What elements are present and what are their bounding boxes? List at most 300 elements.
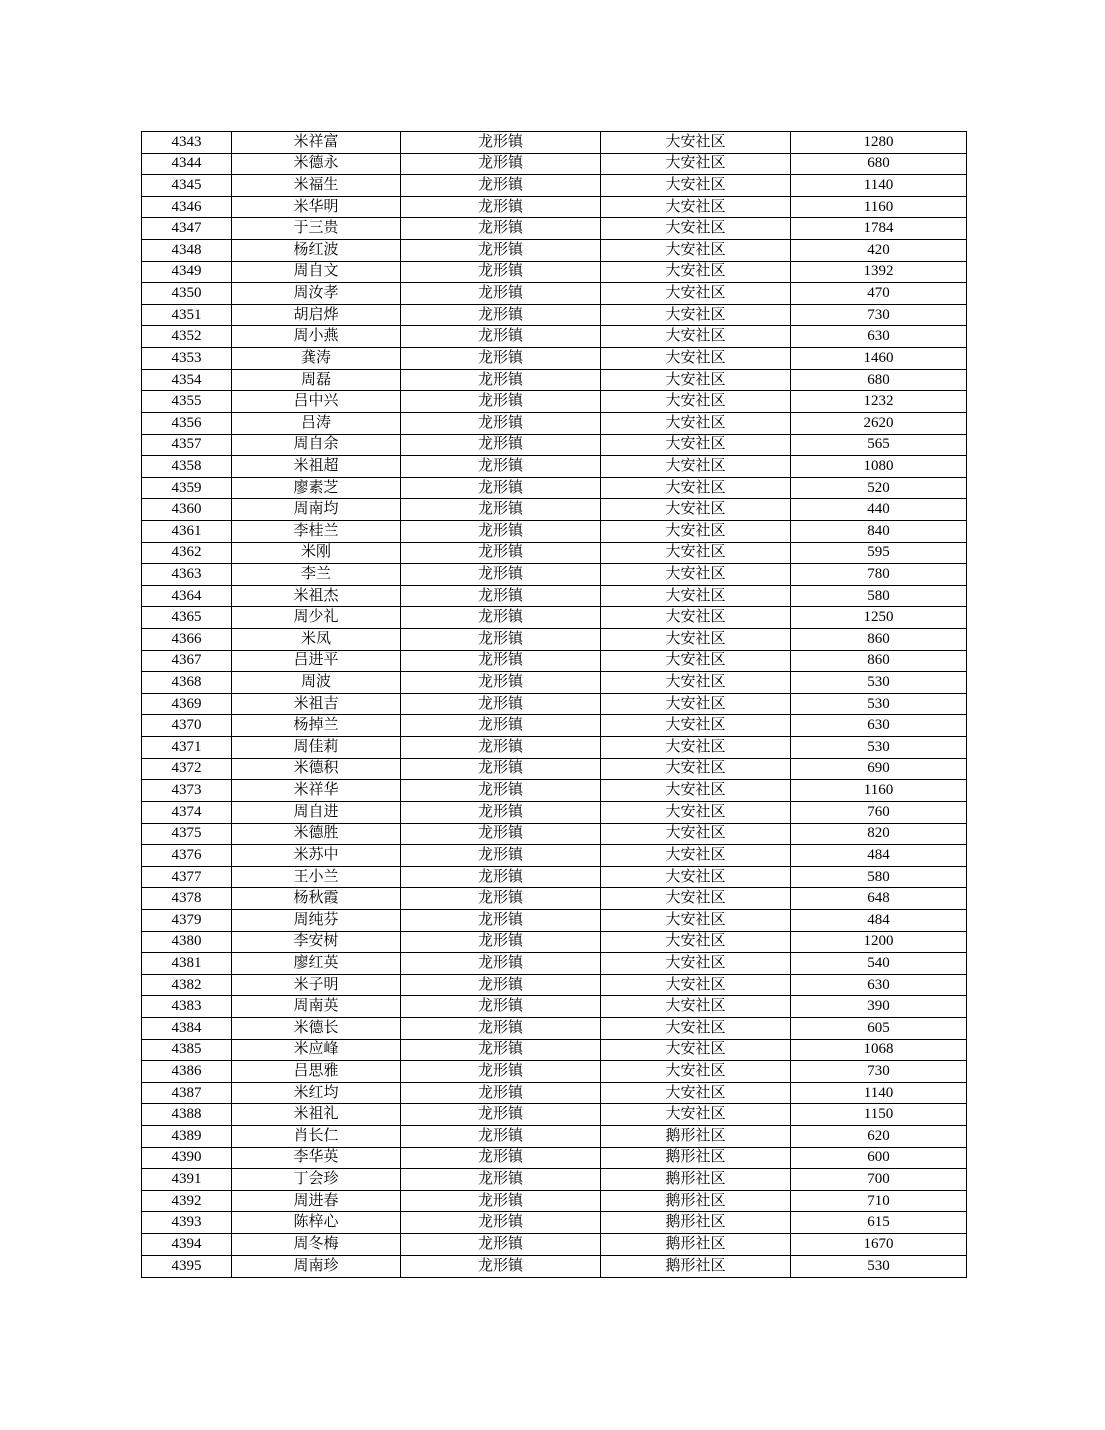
cell-name: 米祖吉 bbox=[232, 693, 401, 715]
cell-community: 大安社区 bbox=[601, 218, 791, 240]
cell-town: 龙形镇 bbox=[401, 456, 601, 478]
cell-name: 陈梓心 bbox=[232, 1212, 401, 1234]
cell-name: 周南英 bbox=[232, 996, 401, 1018]
cell-town: 龙形镇 bbox=[401, 175, 601, 197]
table-row bbox=[142, 175, 967, 197]
cell-name: 周自文 bbox=[232, 261, 401, 283]
cell-name: 李兰 bbox=[232, 564, 401, 586]
cell-community: 鹅形社区 bbox=[601, 1147, 791, 1169]
cell-community: 大安社区 bbox=[601, 196, 791, 218]
cell-amount: 600 bbox=[791, 1147, 967, 1169]
cell-town: 龙形镇 bbox=[401, 974, 601, 996]
cell-amount: 860 bbox=[791, 629, 967, 651]
cell-amount: 580 bbox=[791, 585, 967, 607]
cell-community: 大安社区 bbox=[601, 1104, 791, 1126]
cell-community: 大安社区 bbox=[601, 888, 791, 910]
table-row bbox=[142, 391, 967, 413]
cell-name: 米刚 bbox=[232, 542, 401, 564]
table-row bbox=[142, 1147, 967, 1169]
cell-town: 龙形镇 bbox=[401, 1039, 601, 1061]
table-row bbox=[142, 693, 967, 715]
cell-id: 4376 bbox=[142, 845, 232, 867]
cell-community: 大安社区 bbox=[601, 326, 791, 348]
cell-name: 周纯芬 bbox=[232, 909, 401, 931]
cell-community: 大安社区 bbox=[601, 153, 791, 175]
cell-amount: 484 bbox=[791, 845, 967, 867]
cell-id: 4358 bbox=[142, 456, 232, 478]
cell-amount: 530 bbox=[791, 1255, 967, 1277]
cell-amount: 540 bbox=[791, 953, 967, 975]
table-row bbox=[142, 1190, 967, 1212]
table-row bbox=[142, 261, 967, 283]
cell-town: 龙形镇 bbox=[401, 845, 601, 867]
cell-community: 大安社区 bbox=[601, 931, 791, 953]
cell-amount: 1280 bbox=[791, 132, 967, 154]
cell-id: 4352 bbox=[142, 326, 232, 348]
cell-community: 大安社区 bbox=[601, 607, 791, 629]
cell-name: 于三贵 bbox=[232, 218, 401, 240]
table-row bbox=[142, 737, 967, 759]
cell-name: 杨秋霞 bbox=[232, 888, 401, 910]
cell-amount: 390 bbox=[791, 996, 967, 1018]
cell-town: 龙形镇 bbox=[401, 240, 601, 262]
cell-community: 大安社区 bbox=[601, 585, 791, 607]
cell-amount: 440 bbox=[791, 499, 967, 521]
cell-name: 杨红波 bbox=[232, 240, 401, 262]
cell-amount: 1160 bbox=[791, 196, 967, 218]
cell-community: 大安社区 bbox=[601, 953, 791, 975]
cell-id: 4387 bbox=[142, 1082, 232, 1104]
cell-id: 4394 bbox=[142, 1234, 232, 1256]
cell-id: 4347 bbox=[142, 218, 232, 240]
table-row bbox=[142, 477, 967, 499]
table-row bbox=[142, 629, 967, 651]
cell-community: 大安社区 bbox=[601, 477, 791, 499]
cell-amount: 615 bbox=[791, 1212, 967, 1234]
cell-community: 大安社区 bbox=[601, 1017, 791, 1039]
table-row bbox=[142, 196, 967, 218]
table-row bbox=[142, 780, 967, 802]
cell-amount: 530 bbox=[791, 737, 967, 759]
cell-name: 周自余 bbox=[232, 434, 401, 456]
cell-id: 4369 bbox=[142, 693, 232, 715]
cell-amount: 1140 bbox=[791, 1082, 967, 1104]
cell-community: 大安社区 bbox=[601, 348, 791, 370]
cell-amount: 420 bbox=[791, 240, 967, 262]
cell-name: 米苏中 bbox=[232, 845, 401, 867]
table-row bbox=[142, 607, 967, 629]
cell-amount: 2620 bbox=[791, 412, 967, 434]
cell-id: 4384 bbox=[142, 1017, 232, 1039]
cell-amount: 1140 bbox=[791, 175, 967, 197]
cell-id: 4390 bbox=[142, 1147, 232, 1169]
cell-community: 大安社区 bbox=[601, 564, 791, 586]
cell-id: 4386 bbox=[142, 1061, 232, 1083]
cell-name: 吕涛 bbox=[232, 412, 401, 434]
cell-community: 大安社区 bbox=[601, 1039, 791, 1061]
cell-id: 4388 bbox=[142, 1104, 232, 1126]
cell-town: 龙形镇 bbox=[401, 369, 601, 391]
cell-id: 4353 bbox=[142, 348, 232, 370]
cell-community: 大安社区 bbox=[601, 996, 791, 1018]
cell-name: 周磊 bbox=[232, 369, 401, 391]
table-row bbox=[142, 1234, 967, 1256]
cell-id: 4348 bbox=[142, 240, 232, 262]
cell-town: 龙形镇 bbox=[401, 391, 601, 413]
table-row bbox=[142, 801, 967, 823]
cell-community: 大安社区 bbox=[601, 801, 791, 823]
cell-name: 米凤 bbox=[232, 629, 401, 651]
cell-town: 龙形镇 bbox=[401, 585, 601, 607]
cell-community: 大安社区 bbox=[601, 780, 791, 802]
table-row bbox=[142, 953, 967, 975]
cell-id: 4373 bbox=[142, 780, 232, 802]
cell-community: 大安社区 bbox=[601, 974, 791, 996]
cell-town: 龙形镇 bbox=[401, 1082, 601, 1104]
cell-amount: 1080 bbox=[791, 456, 967, 478]
cell-town: 龙形镇 bbox=[401, 196, 601, 218]
cell-community: 鹅形社区 bbox=[601, 1255, 791, 1277]
cell-amount: 605 bbox=[791, 1017, 967, 1039]
cell-name: 周佳莉 bbox=[232, 737, 401, 759]
cell-amount: 520 bbox=[791, 477, 967, 499]
cell-amount: 1670 bbox=[791, 1234, 967, 1256]
cell-town: 龙形镇 bbox=[401, 499, 601, 521]
cell-amount: 1068 bbox=[791, 1039, 967, 1061]
cell-town: 龙形镇 bbox=[401, 1104, 601, 1126]
cell-community: 大安社区 bbox=[601, 391, 791, 413]
cell-id: 4389 bbox=[142, 1126, 232, 1148]
cell-community: 大安社区 bbox=[601, 1061, 791, 1083]
cell-community: 大安社区 bbox=[601, 845, 791, 867]
cell-amount: 680 bbox=[791, 153, 967, 175]
cell-name: 周小燕 bbox=[232, 326, 401, 348]
cell-name: 米红均 bbox=[232, 1082, 401, 1104]
cell-id: 4361 bbox=[142, 520, 232, 542]
cell-town: 龙形镇 bbox=[401, 866, 601, 888]
cell-amount: 530 bbox=[791, 672, 967, 694]
cell-id: 4364 bbox=[142, 585, 232, 607]
table-row bbox=[142, 974, 967, 996]
cell-community: 大安社区 bbox=[601, 283, 791, 305]
cell-name: 周少礼 bbox=[232, 607, 401, 629]
cell-amount: 860 bbox=[791, 650, 967, 672]
cell-id: 4362 bbox=[142, 542, 232, 564]
cell-town: 龙形镇 bbox=[401, 823, 601, 845]
cell-name: 米应峰 bbox=[232, 1039, 401, 1061]
cell-community: 大安社区 bbox=[601, 240, 791, 262]
table-row bbox=[142, 650, 967, 672]
cell-amount: 1392 bbox=[791, 261, 967, 283]
cell-town: 龙形镇 bbox=[401, 650, 601, 672]
cell-community: 大安社区 bbox=[601, 693, 791, 715]
cell-town: 龙形镇 bbox=[401, 693, 601, 715]
cell-town: 龙形镇 bbox=[401, 737, 601, 759]
cell-amount: 780 bbox=[791, 564, 967, 586]
table-row bbox=[142, 1169, 967, 1191]
cell-name: 周冬梅 bbox=[232, 1234, 401, 1256]
table-row bbox=[142, 564, 967, 586]
cell-id: 4381 bbox=[142, 953, 232, 975]
cell-id: 4375 bbox=[142, 823, 232, 845]
cell-town: 龙形镇 bbox=[401, 909, 601, 931]
cell-id: 4368 bbox=[142, 672, 232, 694]
cell-community: 大安社区 bbox=[601, 499, 791, 521]
table-row bbox=[142, 931, 967, 953]
cell-id: 4343 bbox=[142, 132, 232, 154]
cell-town: 龙形镇 bbox=[401, 715, 601, 737]
cell-town: 龙形镇 bbox=[401, 1147, 601, 1169]
table-row bbox=[142, 1061, 967, 1083]
cell-amount: 760 bbox=[791, 801, 967, 823]
cell-id: 4344 bbox=[142, 153, 232, 175]
table-row bbox=[142, 304, 967, 326]
cell-town: 龙形镇 bbox=[401, 261, 601, 283]
cell-name: 米德永 bbox=[232, 153, 401, 175]
table-row bbox=[142, 326, 967, 348]
cell-amount: 648 bbox=[791, 888, 967, 910]
table-row bbox=[142, 542, 967, 564]
cell-name: 米子明 bbox=[232, 974, 401, 996]
table-row bbox=[142, 1104, 967, 1126]
cell-town: 龙形镇 bbox=[401, 780, 601, 802]
cell-town: 龙形镇 bbox=[401, 1234, 601, 1256]
data-table bbox=[141, 131, 967, 1278]
cell-amount: 630 bbox=[791, 715, 967, 737]
table-row bbox=[142, 283, 967, 305]
table-row bbox=[142, 369, 967, 391]
cell-community: 大安社区 bbox=[601, 434, 791, 456]
cell-town: 龙形镇 bbox=[401, 758, 601, 780]
cell-town: 龙形镇 bbox=[401, 434, 601, 456]
cell-town: 龙形镇 bbox=[401, 1212, 601, 1234]
cell-id: 4359 bbox=[142, 477, 232, 499]
cell-name: 米华明 bbox=[232, 196, 401, 218]
cell-amount: 710 bbox=[791, 1190, 967, 1212]
table-row bbox=[142, 1082, 967, 1104]
cell-amount: 680 bbox=[791, 369, 967, 391]
cell-town: 龙形镇 bbox=[401, 629, 601, 651]
table-row bbox=[142, 672, 967, 694]
cell-id: 4371 bbox=[142, 737, 232, 759]
table-row bbox=[142, 499, 967, 521]
table-row bbox=[142, 996, 967, 1018]
cell-amount: 820 bbox=[791, 823, 967, 845]
cell-amount: 1232 bbox=[791, 391, 967, 413]
cell-town: 龙形镇 bbox=[401, 888, 601, 910]
cell-community: 大安社区 bbox=[601, 304, 791, 326]
cell-id: 4356 bbox=[142, 412, 232, 434]
table-row bbox=[142, 348, 967, 370]
cell-town: 龙形镇 bbox=[401, 801, 601, 823]
cell-community: 鹅形社区 bbox=[601, 1190, 791, 1212]
table-row bbox=[142, 758, 967, 780]
cell-town: 龙形镇 bbox=[401, 153, 601, 175]
cell-town: 龙形镇 bbox=[401, 132, 601, 154]
cell-amount: 595 bbox=[791, 542, 967, 564]
cell-amount: 1200 bbox=[791, 931, 967, 953]
cell-town: 龙形镇 bbox=[401, 953, 601, 975]
cell-community: 大安社区 bbox=[601, 758, 791, 780]
cell-community: 大安社区 bbox=[601, 132, 791, 154]
cell-name: 王小兰 bbox=[232, 866, 401, 888]
cell-id: 4379 bbox=[142, 909, 232, 931]
cell-name: 米福生 bbox=[232, 175, 401, 197]
cell-id: 4354 bbox=[142, 369, 232, 391]
table-row bbox=[142, 218, 967, 240]
cell-id: 4377 bbox=[142, 866, 232, 888]
cell-id: 4383 bbox=[142, 996, 232, 1018]
table-row bbox=[142, 888, 967, 910]
table-row bbox=[142, 866, 967, 888]
cell-amount: 530 bbox=[791, 693, 967, 715]
cell-name: 周自进 bbox=[232, 801, 401, 823]
cell-amount: 840 bbox=[791, 520, 967, 542]
cell-name: 李华英 bbox=[232, 1147, 401, 1169]
cell-amount: 1160 bbox=[791, 780, 967, 802]
cell-id: 4363 bbox=[142, 564, 232, 586]
cell-id: 4370 bbox=[142, 715, 232, 737]
cell-name: 廖素芝 bbox=[232, 477, 401, 499]
cell-town: 龙形镇 bbox=[401, 1126, 601, 1148]
cell-name: 李桂兰 bbox=[232, 520, 401, 542]
table-row bbox=[142, 434, 967, 456]
cell-town: 龙形镇 bbox=[401, 283, 601, 305]
cell-town: 龙形镇 bbox=[401, 477, 601, 499]
cell-community: 鹅形社区 bbox=[601, 1234, 791, 1256]
cell-community: 大安社区 bbox=[601, 1082, 791, 1104]
cell-name: 丁会珍 bbox=[232, 1169, 401, 1191]
cell-id: 4395 bbox=[142, 1255, 232, 1277]
cell-id: 4355 bbox=[142, 391, 232, 413]
cell-name: 吕思雅 bbox=[232, 1061, 401, 1083]
cell-community: 大安社区 bbox=[601, 866, 791, 888]
cell-community: 大安社区 bbox=[601, 542, 791, 564]
cell-id: 4385 bbox=[142, 1039, 232, 1061]
cell-id: 4350 bbox=[142, 283, 232, 305]
table-row bbox=[142, 845, 967, 867]
cell-community: 大安社区 bbox=[601, 369, 791, 391]
cell-town: 龙形镇 bbox=[401, 348, 601, 370]
cell-name: 杨掉兰 bbox=[232, 715, 401, 737]
cell-community: 大安社区 bbox=[601, 672, 791, 694]
cell-town: 龙形镇 bbox=[401, 607, 601, 629]
cell-name: 米德胜 bbox=[232, 823, 401, 845]
cell-town: 龙形镇 bbox=[401, 1190, 601, 1212]
cell-community: 大安社区 bbox=[601, 715, 791, 737]
cell-name: 吕中兴 bbox=[232, 391, 401, 413]
cell-name: 周汝孝 bbox=[232, 283, 401, 305]
cell-town: 龙形镇 bbox=[401, 672, 601, 694]
cell-name: 米祖超 bbox=[232, 456, 401, 478]
cell-name: 吕进平 bbox=[232, 650, 401, 672]
cell-id: 4357 bbox=[142, 434, 232, 456]
table-row bbox=[142, 1212, 967, 1234]
cell-name: 胡启烨 bbox=[232, 304, 401, 326]
cell-name: 周进春 bbox=[232, 1190, 401, 1212]
cell-id: 4360 bbox=[142, 499, 232, 521]
cell-town: 龙形镇 bbox=[401, 1169, 601, 1191]
cell-id: 4351 bbox=[142, 304, 232, 326]
cell-id: 4372 bbox=[142, 758, 232, 780]
cell-town: 龙形镇 bbox=[401, 1017, 601, 1039]
cell-community: 大安社区 bbox=[601, 737, 791, 759]
cell-town: 龙形镇 bbox=[401, 218, 601, 240]
cell-town: 龙形镇 bbox=[401, 931, 601, 953]
cell-community: 大安社区 bbox=[601, 520, 791, 542]
cell-id: 4378 bbox=[142, 888, 232, 910]
cell-amount: 700 bbox=[791, 1169, 967, 1191]
cell-name: 米德积 bbox=[232, 758, 401, 780]
cell-amount: 730 bbox=[791, 1061, 967, 1083]
table-row bbox=[142, 153, 967, 175]
table-row bbox=[142, 132, 967, 154]
cell-town: 龙形镇 bbox=[401, 520, 601, 542]
table-row bbox=[142, 1126, 967, 1148]
cell-town: 龙形镇 bbox=[401, 1061, 601, 1083]
cell-name: 廖红英 bbox=[232, 953, 401, 975]
cell-name: 周波 bbox=[232, 672, 401, 694]
cell-amount: 470 bbox=[791, 283, 967, 305]
cell-name: 肖长仁 bbox=[232, 1126, 401, 1148]
cell-id: 4367 bbox=[142, 650, 232, 672]
cell-town: 龙形镇 bbox=[401, 564, 601, 586]
cell-community: 大安社区 bbox=[601, 629, 791, 651]
cell-name: 米祖杰 bbox=[232, 585, 401, 607]
cell-id: 4380 bbox=[142, 931, 232, 953]
table-row bbox=[142, 1255, 967, 1277]
table-row bbox=[142, 823, 967, 845]
cell-id: 4365 bbox=[142, 607, 232, 629]
cell-community: 大安社区 bbox=[601, 650, 791, 672]
cell-id: 4392 bbox=[142, 1190, 232, 1212]
cell-town: 龙形镇 bbox=[401, 996, 601, 1018]
table-row bbox=[142, 585, 967, 607]
table-row bbox=[142, 715, 967, 737]
cell-name: 龚涛 bbox=[232, 348, 401, 370]
table-row bbox=[142, 520, 967, 542]
cell-name: 米祥华 bbox=[232, 780, 401, 802]
table-body bbox=[142, 132, 967, 1278]
cell-id: 4346 bbox=[142, 196, 232, 218]
cell-town: 龙形镇 bbox=[401, 542, 601, 564]
cell-amount: 630 bbox=[791, 326, 967, 348]
cell-community: 鹅形社区 bbox=[601, 1169, 791, 1191]
cell-amount: 1784 bbox=[791, 218, 967, 240]
cell-id: 4382 bbox=[142, 974, 232, 996]
cell-amount: 580 bbox=[791, 866, 967, 888]
cell-amount: 484 bbox=[791, 909, 967, 931]
cell-name: 周南珍 bbox=[232, 1255, 401, 1277]
cell-id: 4366 bbox=[142, 629, 232, 651]
table-row bbox=[142, 909, 967, 931]
cell-name: 李安树 bbox=[232, 931, 401, 953]
cell-id: 4374 bbox=[142, 801, 232, 823]
cell-town: 龙形镇 bbox=[401, 1255, 601, 1277]
cell-amount: 565 bbox=[791, 434, 967, 456]
cell-amount: 630 bbox=[791, 974, 967, 996]
cell-id: 4393 bbox=[142, 1212, 232, 1234]
cell-id: 4349 bbox=[142, 261, 232, 283]
cell-name: 米德长 bbox=[232, 1017, 401, 1039]
cell-amount: 1250 bbox=[791, 607, 967, 629]
cell-town: 龙形镇 bbox=[401, 412, 601, 434]
cell-id: 4391 bbox=[142, 1169, 232, 1191]
table-row bbox=[142, 412, 967, 434]
cell-amount: 1460 bbox=[791, 348, 967, 370]
cell-community: 大安社区 bbox=[601, 412, 791, 434]
cell-name: 米祖礼 bbox=[232, 1104, 401, 1126]
